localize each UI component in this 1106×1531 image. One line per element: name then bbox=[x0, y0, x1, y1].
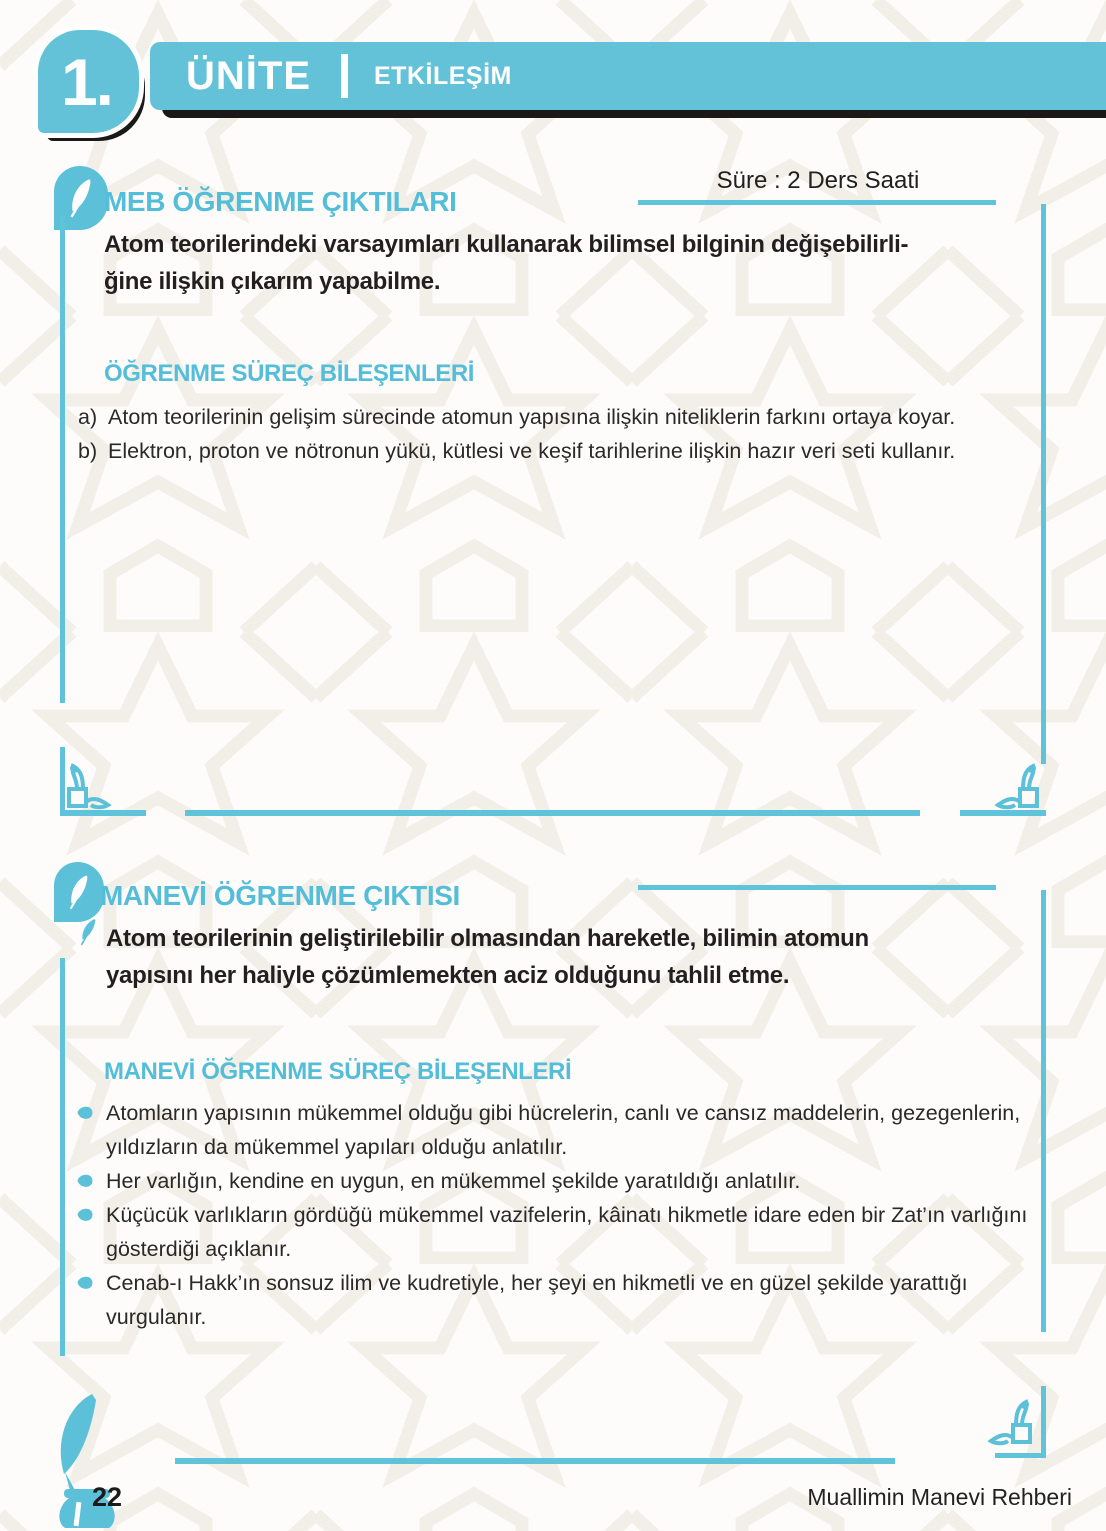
manevi-outcome-line-2: yapısını her haliyle çözümlemekten aciz olduğunu tahlil etme. bbox=[106, 962, 790, 989]
banner-divider bbox=[341, 54, 348, 98]
list-item bbox=[76, 1198, 1036, 1266]
list-item-text: Elektron, proton ve nötronun yükü, kütlesi ve keşif tarihlerine ilişkin hazır veri seti kullanır. bbox=[108, 439, 956, 463]
list-item bbox=[78, 400, 1038, 434]
list-item bbox=[76, 1164, 1036, 1198]
manevi-outcome-line-1: Atom teorilerinin geliştirilebilir olmasından hareketle, bilimin atomun bbox=[106, 925, 869, 952]
list-item bbox=[76, 1096, 1036, 1164]
page-number: 22 bbox=[92, 1482, 123, 1512]
list-item bbox=[78, 434, 1038, 468]
corner-ornament-icon bbox=[985, 1396, 1037, 1448]
footer-rule bbox=[175, 1458, 895, 1464]
corner-ornament-icon bbox=[62, 760, 114, 812]
unit-number: 1. bbox=[60, 44, 113, 119]
inkwell-quill-icon bbox=[28, 1392, 140, 1528]
manevi-subheading: MANEVİ ÖĞRENME SÜREÇ BİLEŞENLERİ bbox=[104, 1058, 572, 1085]
unit-title: ETKİLEŞİM bbox=[374, 61, 512, 90]
manevi-box-border-right bbox=[1041, 890, 1046, 1332]
unit-label: ÜNİTE bbox=[186, 53, 311, 98]
footer-border-right bbox=[1041, 1386, 1046, 1458]
meb-box-border-bottom-right bbox=[960, 810, 1046, 816]
drop-bullet-icon bbox=[76, 1105, 94, 1121]
drop-bullet-icon bbox=[76, 1173, 94, 1189]
list-item-label: b) bbox=[78, 439, 98, 463]
meb-section-heading: MEB ÖĞRENME ÇIKTILARI bbox=[104, 186, 457, 217]
quill-icon bbox=[64, 176, 98, 220]
meb-box-border-bottom-left bbox=[60, 810, 146, 816]
manevi-component-list bbox=[76, 1096, 1036, 1334]
quill-bullet-icon bbox=[78, 918, 100, 946]
drop-bullet-icon bbox=[76, 1207, 94, 1223]
quill-leaf-badge bbox=[54, 862, 104, 922]
meb-outcome-line-2: ğine ilişkin çıkarım yapabilme. bbox=[104, 268, 441, 295]
list-item-text: Atom teorilerinin gelişim sürecinde atomun yapısına ilişkin niteliklerin farkını ortaya koyar. bbox=[108, 405, 956, 429]
meb-box-border-right bbox=[1041, 204, 1046, 764]
list-item-label: a) bbox=[78, 405, 98, 429]
unit-banner bbox=[150, 42, 1106, 110]
book-title: Muallimin Manevi Rehberi bbox=[807, 1484, 1072, 1510]
manevi-header-rule bbox=[638, 885, 996, 890]
list-item bbox=[76, 1266, 1036, 1334]
duration-underline bbox=[638, 200, 996, 205]
list-item-text: Cenab-ı Hakk’ın sonsuz ilim ve kudretiyle, her şeyi en hikmetli ve en güzel şekilde yarattığı vurgulanır. bbox=[106, 1271, 968, 1329]
list-item-text: Atomların yapısının mükemmel olduğu gibi hücrelerin, canlı ve cansız maddelerin, gezegenlerin, yıldızların da mükemmel yapıları olduğu anlatılır. bbox=[106, 1101, 1021, 1159]
footer-border-bottom-right bbox=[995, 1453, 1046, 1458]
duration-label: Süre : 2 Ders Saati bbox=[716, 167, 920, 194]
corner-ornament-icon bbox=[992, 760, 1044, 812]
quill-icon bbox=[64, 872, 94, 912]
manevi-box-border-left bbox=[60, 958, 65, 1356]
meb-box-border-left-upper bbox=[60, 216, 65, 703]
manevi-outcome-text bbox=[106, 920, 869, 994]
meb-box-border-bottom-center bbox=[185, 810, 920, 816]
unit-number-badge bbox=[38, 30, 139, 133]
drop-bullet-icon bbox=[76, 1275, 94, 1291]
manevi-section-heading: MANEVİ ÖĞRENME ÇIKTISI bbox=[100, 880, 460, 911]
meb-subheading: ÖĞRENME SÜREÇ BİLEŞENLERİ bbox=[104, 360, 475, 387]
list-item-text: Her varlığın, kendine en uygun, en mükemmel şekilde yaratıldığı anlatılır. bbox=[106, 1169, 801, 1193]
list-item-text: Küçücük varlıkların gördüğü mükemmel vazifelerin, kâinatı hikmetle idare eden bir Zat’ın varlığını gösterdiği açıklanır. bbox=[106, 1203, 1028, 1261]
meb-component-list bbox=[78, 400, 1038, 468]
meb-outcome-text bbox=[104, 226, 908, 300]
meb-outcome-line-1: Atom teorilerindeki varsayımları kullanarak bilimsel bilginin değişebilirli- bbox=[104, 231, 909, 258]
